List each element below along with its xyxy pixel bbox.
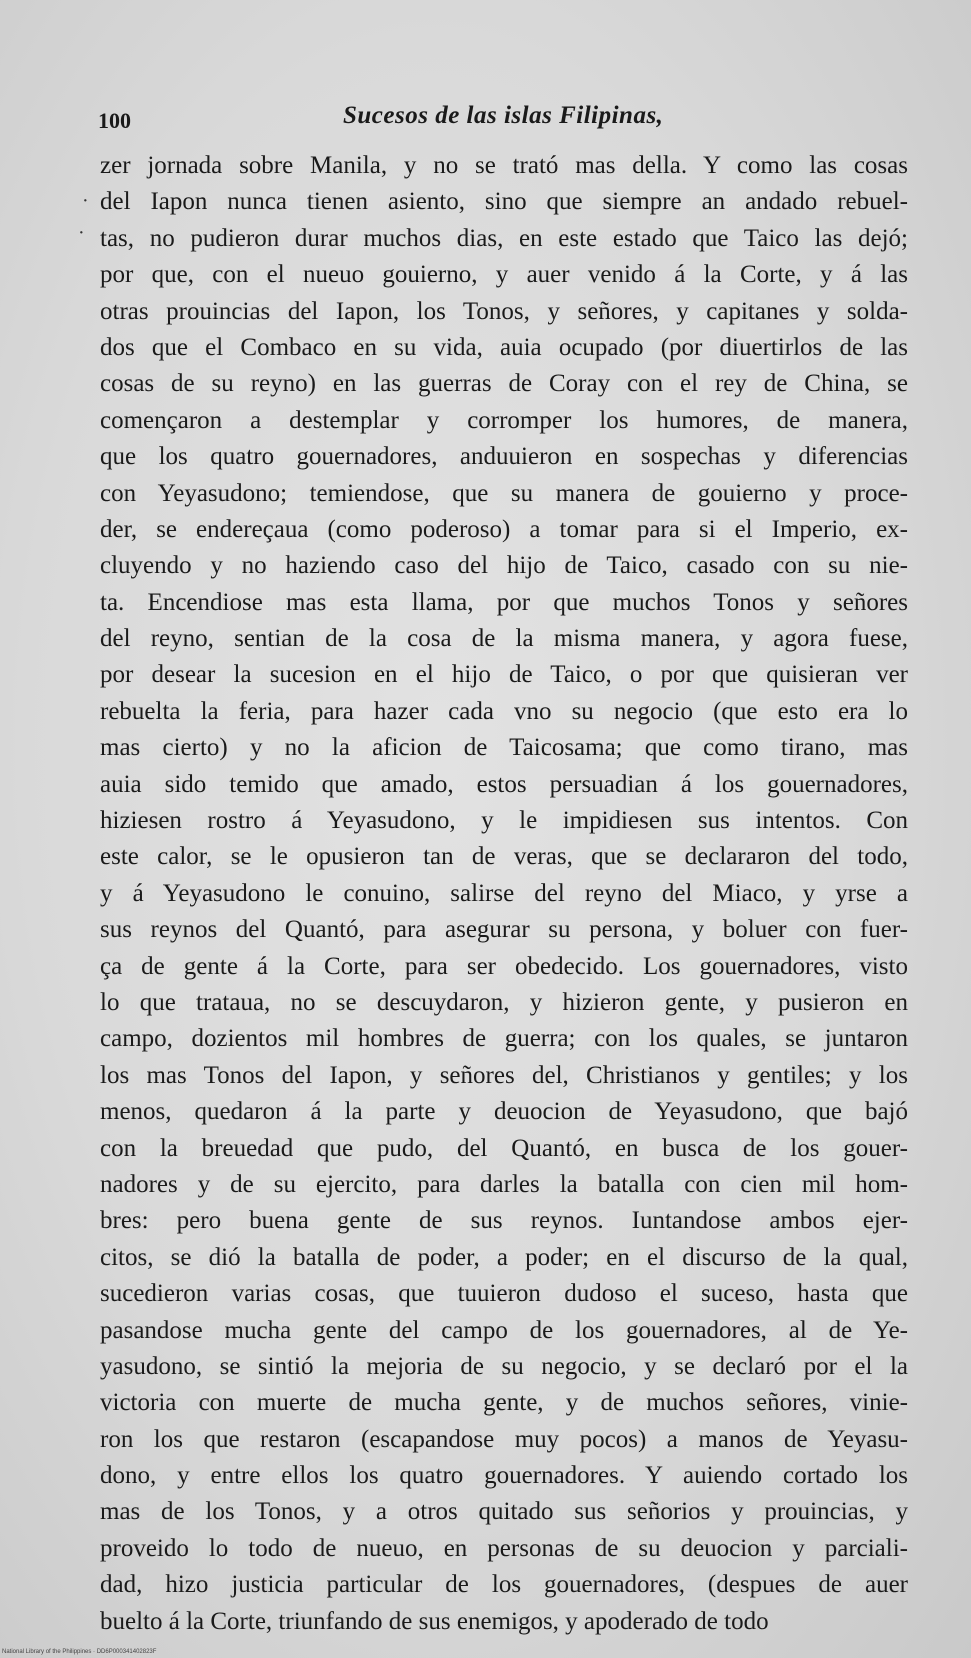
text-line: con la breuedad que pudo, del Quantó, en busca de los gouer- xyxy=(100,1134,908,1162)
text-line: pasandose mucha gente del campo de los gouernadores, al de Ye- xyxy=(100,1316,908,1344)
text-line: ça de gente á la Corte, para ser obedecido. Los gouernadores, visto xyxy=(100,952,908,980)
text-line: ron los que restaron (escapandose muy pocos) a manos de Yeyasu- xyxy=(100,1425,908,1453)
text-line: cosas de su reyno) en las guerras de Coray con el rey de China, se xyxy=(100,370,908,398)
text-line: zer jornada sobre Manila, y no se trató mas della. Y como las cosas xyxy=(100,152,908,179)
text-line: bres: pero buena gente de sus reynos. Iuntandose ambos ejer- xyxy=(100,1207,908,1235)
page-header xyxy=(98,102,928,144)
text-line: rebuelta la feria, para hazer cada vno su negocio (que esto era lo xyxy=(100,697,908,725)
text-line: començaron a destemplar y corromper los humores, de manera, xyxy=(100,406,908,434)
text-line: citos, se dió la batalla de poder, a poder; en el discurso de la qual, xyxy=(100,1243,908,1271)
running-title: Sucesos de las islas Filipinas, xyxy=(343,102,664,129)
text-line: nadores y de su ejercito, para darles la batalla con cien mil hom- xyxy=(100,1170,908,1198)
body-text xyxy=(100,148,908,1640)
text-line: y á Yeyasudono le conuino, salirse del reyno del Miaco, y yrse a xyxy=(100,879,908,907)
text-line: ta. Encendiose mas esta llama, por que muchos Tonos y señores xyxy=(100,588,908,616)
text-line: yasudono, se sintió la mejoria de su negocio, y se declaró por el la xyxy=(100,1352,908,1380)
text-line: otras prouincias del Iapon, los Tonos, y señores, y capitanes y solda- xyxy=(100,297,908,325)
text-line: lo que trataua, no se descuydaron, y hizieron gente, y pusieron en xyxy=(100,988,908,1016)
page-number: 100 xyxy=(98,108,131,133)
text-line: que los quatro gouernadores, anduuieron en sospechas y diferencias xyxy=(100,443,908,471)
text-line: mas cierto) y no la aficion de Taicosama; que como tirano, mas xyxy=(100,734,908,762)
text-line: del reyno, sentian de la cosa de la misma manera, y agora fuese, xyxy=(100,625,908,653)
text-line: con Yeyasudono; temiendose, que su manera de gouierno y proce- xyxy=(100,479,908,507)
text-line: auia sido temido que amado, estos persuadian á los gouernadores, xyxy=(100,770,908,798)
text-line: buelto á la Corte, triunfando de sus enemigos, y apoderado de todo xyxy=(100,1607,769,1635)
text-line: mas de los Tonos, y a otros quitado sus señorios y prouincias, y xyxy=(100,1498,908,1526)
text-line: menos, quedaron á la parte y deuocion de Yeyasudono, que bajó xyxy=(100,1098,908,1126)
text-line: por desear la sucesion en el hijo de Taico, o por que quisieran ver xyxy=(100,661,908,689)
text-line: sucedieron varias cosas, que tuuieron dudoso el suceso, hasta que xyxy=(100,1280,908,1308)
text-line: este calor, se le opusieron tan de veras, que se declararon del todo, xyxy=(100,843,908,871)
text-line: tas, no pudieron durar muchos dias, en este estado que Taico las dejó; xyxy=(100,224,908,252)
footer-credit: National Library of the Philippines · DD6P000341402823F xyxy=(2,1649,157,1655)
text-line: der, se endereçaua (como poderoso) a tomar para si el Imperio, ex- xyxy=(100,515,908,543)
text-line: los mas Tonos del Iapon, y señores del, Christianos y gentiles; y los xyxy=(100,1061,908,1089)
text-line: victoria con muerte de mucha gente, y de muchos señores, vinie- xyxy=(100,1389,908,1417)
text-line: por que, con el nueuo gouierno, y auer venido á la Corte, y á las xyxy=(100,261,908,289)
text-line: dad, hizo justicia particular de los gouernadores, (despues de auer xyxy=(100,1571,908,1599)
text-line: campo, dozientos mil hombres de guerra; con los quales, se juntaron xyxy=(100,1025,908,1053)
margin-mark: · xyxy=(82,190,89,212)
text-line: sus reynos del Quantó, para asegurar su persona, y boluer con fuer- xyxy=(100,916,908,944)
text-line: dos que el Combaco en su vida, auia ocupado (por diuertirlos de las xyxy=(100,333,908,361)
margin-mark: · xyxy=(78,222,85,244)
text-line: cluyendo y no haziendo caso del hijo de Taico, casado con su nie- xyxy=(100,552,908,580)
text-line: proveido lo todo de nueuo, en personas de su deuocion y parciali- xyxy=(100,1534,908,1562)
text-line: dono, y entre ellos los quatro gouernadores. Y auiendo cortado los xyxy=(100,1462,908,1490)
text-line: del Iapon nunca tienen asiento, sino que siempre an andado rebuel- xyxy=(100,188,908,216)
text-line: hiziesen rostro á Yeyasudono, y le impidiesen sus intentos. Con xyxy=(100,807,908,835)
